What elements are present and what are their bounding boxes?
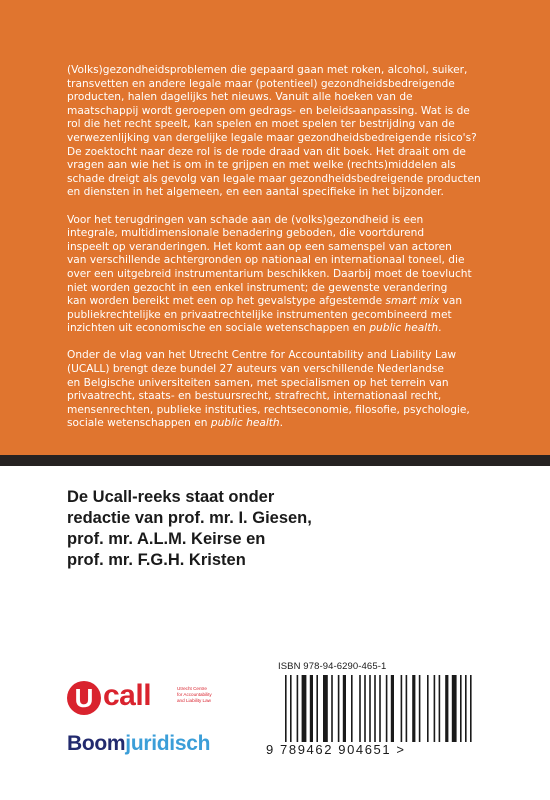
ucall-subtitle-line: for Accountability — [177, 692, 212, 697]
blurb-text: kan worden bereikt met een op het gevalstype afgestemde — [67, 295, 386, 308]
blurb-line: en diensten in het algemeen, en een aantal specifieke in het bijzonder. — [67, 186, 444, 199]
isbn-label: ISBN 978-94-6290-465-1 — [278, 661, 387, 672]
blurb-line: en Belgische universiteiten samen, met specialismen op het terrein van — [67, 376, 449, 389]
blurb-line: transvetten en andere legale maar (potentieel) gezondheidsbedreigende — [67, 77, 455, 90]
ucall-subtitle-line: Utrecht Centre — [177, 686, 207, 691]
blurb-line: Onder de vlag van het Utrecht Centre for Accountability and Liability Law — [67, 349, 456, 362]
blurb-paragraph-3 — [67, 349, 507, 431]
divider-bar — [0, 455, 550, 466]
blurb-line: (UCALL) brengt deze bundel 27 auteurs van verschillende Nederlandse — [67, 363, 444, 376]
editors-line: prof. mr. F.G.H. Kristen — [67, 551, 246, 569]
barcode-number: 9 789462 904651 > — [264, 742, 506, 757]
blurb-line: niet worden gezocht in een enkel instrument; de gewenste verandering — [67, 281, 448, 294]
ucall-subtitle-line: and Liability Law — [177, 698, 211, 703]
series-editors — [67, 487, 312, 571]
editors-line: De Ucall-reeks staat onder — [67, 488, 275, 506]
blurb-line — [67, 322, 507, 336]
blurb-line: schade dreigt als gevolg van legale maar gezondheidsbedreigende producten — [67, 172, 481, 185]
blurb-line: De zoektocht naar deze rol is de rode draad van dit boek. Het draait om de — [67, 145, 466, 158]
blurb-line: verwezenlijking van dergelijke legale maar gezondheidsbedreigende risico's? — [67, 131, 477, 144]
italic-term: smart mix — [385, 295, 440, 308]
blurb-line: mensenrechten, publieke instituties, rechtseconomie, filosofie, psychologie, — [67, 403, 470, 416]
publisher-logo — [67, 732, 210, 756]
blurb-line: producten, halen dagelijks het nieuws. Vanuit alle hoeken van de — [67, 91, 413, 104]
blurb-text: . — [279, 417, 284, 430]
ucall-wordmark: call — [103, 679, 152, 712]
ucall-u-circle-icon: U — [67, 681, 101, 715]
ucall-subtitle — [177, 686, 212, 704]
blurb-line: over een uitgebreid instrumentarium beschikken. Daarbij moet de toevlucht — [67, 267, 472, 280]
blurb-line: privaatrecht, staats- en bestuursrecht, strafrecht, internationaal recht, — [67, 390, 442, 403]
blurb-line — [67, 295, 507, 309]
blurb-line: rol die het recht speelt, kan spelen en moet spelen ter bestrijding van de — [67, 118, 455, 131]
blurb-text: sociale wetenschappen en — [67, 417, 211, 430]
blurb-line: integrale, multidimensionale benadering geboden, die voortdurend — [67, 227, 425, 240]
publisher-name-boom: Boom — [67, 732, 126, 755]
blurb-line: publiekrechtelijke en privaatrechtelijke instrumenten gecombineerd met — [67, 308, 452, 321]
blurb-paragraph-1 — [67, 64, 507, 200]
blurb-text: . — [438, 322, 442, 335]
italic-term: public health — [369, 322, 439, 335]
editors-line: redactie van prof. mr. I. Giesen, — [67, 509, 312, 527]
blurb-line: Voor het terugdringen van schade aan de (volks)gezondheid is een — [67, 213, 424, 226]
blurb-line — [67, 417, 507, 431]
italic-term: public health — [210, 417, 280, 430]
blurb-line: (Volks)gezondheidsproblemen die gepaard gaan met roken, alcohol, suiker, — [67, 64, 468, 76]
blurb-line: van verschillende achtergronden op nationaal en internationaal toneel, die — [67, 254, 465, 267]
editors-line: prof. mr. A.L.M. Keirse en — [67, 530, 266, 548]
blurb-line: vragen aan wie het is om in te grijpen en met welke (rechts)middelen als — [67, 159, 456, 172]
blurb-line: maatschappij wordt geroepen om gedrags- en beleidsaanpassing. Wat is de — [67, 104, 470, 117]
publisher-name-juridisch: juridisch — [125, 732, 211, 755]
blurb-text: inzichten uit economische en sociale wetenschappen en — [67, 322, 370, 335]
blurb-text: van — [439, 295, 463, 308]
blurb-paragraph-2 — [67, 214, 507, 336]
blurb — [67, 64, 507, 431]
blurb-line: inspeelt op veranderingen. Het komt aan op een samenspel van actoren — [67, 240, 452, 253]
